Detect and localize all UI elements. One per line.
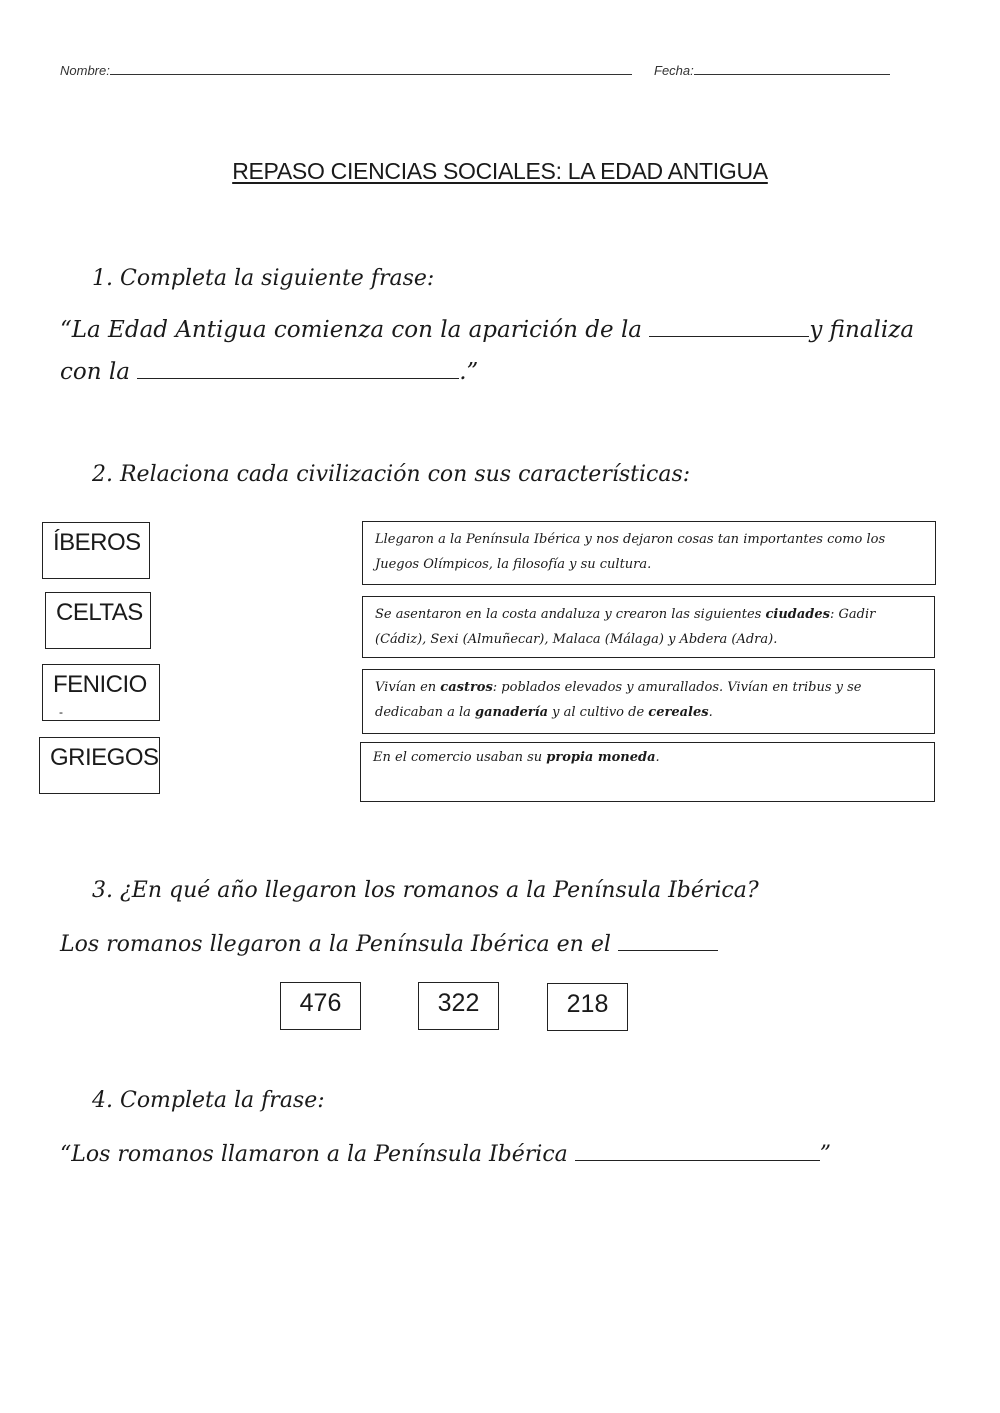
desc-bold: cereales (648, 705, 709, 720)
year-option-322[interactable] (418, 982, 499, 1030)
civ-label: CELTAS (56, 599, 143, 626)
year-label: 218 (566, 990, 609, 1018)
q2-prompt: 2. Relaciona cada civilización con sus características: (92, 462, 691, 487)
q3-answer-line (60, 930, 718, 957)
name-field[interactable] (60, 62, 632, 78)
name-label: Nombre: (60, 63, 110, 78)
q1-prompt: 1. Completa la siguiente frase: (92, 266, 435, 291)
desc-text: y al cultivo de (548, 705, 649, 720)
desc-text: . (708, 705, 713, 720)
q3-blank[interactable] (618, 930, 718, 951)
q1-line2-end: .” (459, 359, 479, 385)
year-label: 322 (437, 989, 480, 1017)
desc-text: Vivían en (375, 680, 441, 695)
desc-box-4[interactable] (360, 742, 935, 802)
civ-box-iberos[interactable] (42, 522, 150, 579)
q1-line2-start: con la (60, 359, 138, 385)
date-label: Fecha: (654, 63, 694, 78)
desc-bold: castros (440, 680, 493, 695)
name-line (110, 62, 632, 75)
q4-sentence-start: “Los romanos llamaron a la Península Ibérica (60, 1142, 575, 1167)
desc-text: : Gadir (Cádiz), Sexi (Almuñecar), Malaca (Málaga) y Abdera (Adra). (375, 607, 876, 647)
q1-line1-start: “La Edad Antigua comienza con la aparición de la (60, 317, 650, 343)
year-label: 476 (299, 989, 342, 1017)
q1-line1-end: y finaliza (809, 317, 915, 343)
q1-line2 (60, 358, 478, 385)
q4-blank[interactable] (575, 1140, 820, 1161)
q4-sentence-end: ” (819, 1142, 832, 1167)
civ-box-celtas[interactable] (45, 592, 151, 649)
q1-blank-1[interactable] (649, 316, 809, 337)
civ-box-fenicio[interactable] (42, 664, 160, 721)
year-option-476[interactable] (280, 982, 361, 1030)
desc-text: Se asentaron en la costa andaluza y crearon las siguientes (375, 607, 766, 622)
desc-text: : poblados elevados y amurallados. Vivían en tribus y se dedicaban a la (375, 680, 862, 720)
civ-label: FENICIO (53, 671, 147, 698)
worksheet-title: REPASO CIENCIAS SOCIALES: LA EDAD ANTIGUA (232, 158, 768, 184)
desc-text: En el comercio usaban su (373, 750, 547, 765)
desc-bold: propia moneda (546, 750, 656, 765)
desc-box-1[interactable] (362, 521, 936, 585)
q3-answer-start: Los romanos llegaron a la Península Ibérica en el (60, 932, 618, 957)
year-option-218[interactable] (547, 983, 628, 1031)
desc-text: . (655, 750, 660, 765)
civ-box-griegos[interactable] (39, 737, 160, 794)
q1-blank-2[interactable] (137, 358, 459, 379)
q3-prompt: 3. ¿En qué año llegaron los romanos a la Península Ibérica? (92, 878, 759, 903)
q4-sentence (60, 1140, 831, 1167)
date-field[interactable] (654, 62, 890, 78)
desc-box-3[interactable] (362, 669, 935, 734)
civ-label: GRIEGOS (50, 744, 159, 771)
desc-bold: ganadería (475, 705, 548, 720)
q4-prompt: 4. Completa la frase: (92, 1088, 325, 1113)
desc-bold: ciudades (765, 607, 830, 622)
desc-box-2[interactable] (362, 596, 935, 658)
desc-text: Llegaron a la Península Ibérica y nos dejaron cosas tan importantes como los Juegos Olímpicos, la filosofía y su cultura. (375, 532, 886, 572)
civ-label: ÍBEROS (53, 529, 141, 556)
fenicio-mark: - (59, 705, 63, 719)
date-line (694, 62, 890, 75)
q1-line1 (60, 316, 914, 343)
